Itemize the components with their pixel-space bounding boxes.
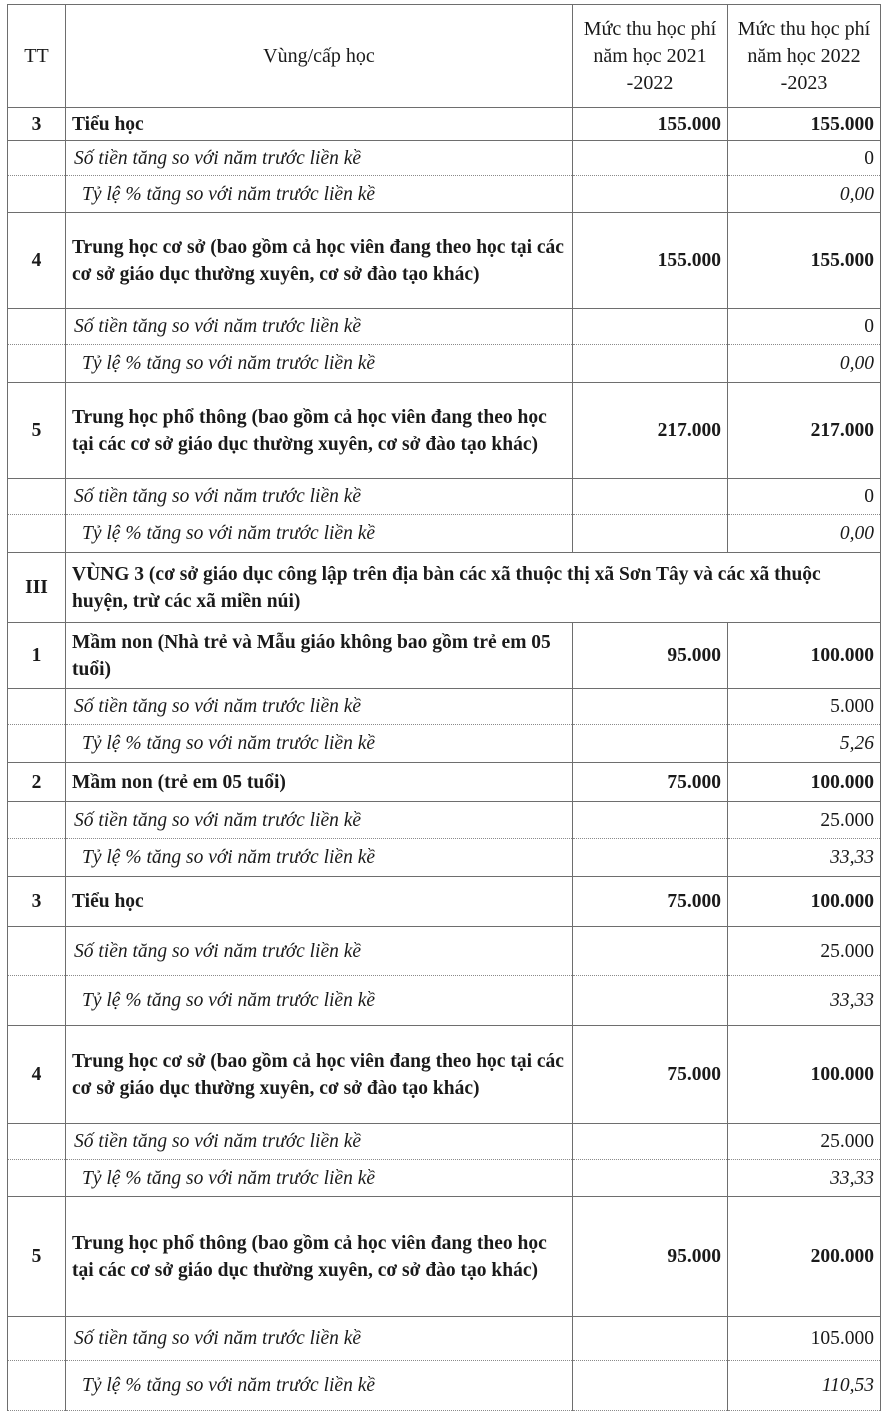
table-row xyxy=(8,877,881,927)
table-row xyxy=(8,725,881,763)
increase-percent-value: 110,53 xyxy=(728,1361,881,1411)
increase-amount-label: Số tiền tăng so với năm trước liền kề xyxy=(66,479,573,515)
row-level: Trung học phổ thông (bao gồm cả học viên đang theo học tại các cơ sở giáo dục thường xuyên, cơ sở đào tạo khác) xyxy=(66,1197,573,1317)
increase-amount-value: 105.000 xyxy=(728,1317,881,1361)
increase-percent-label: Tỷ lệ % tăng so với năm trước liền kề xyxy=(66,976,573,1026)
table-row xyxy=(8,763,881,802)
table-row xyxy=(8,1124,881,1160)
table-row xyxy=(8,141,881,176)
fee-2021-2022: 75.000 xyxy=(573,1026,728,1124)
row-level: Trung học cơ sở (bao gồm cả học viên đang theo học tại các cơ sở giáo dục thường xuyên, cơ sở đào tạo khác) xyxy=(66,213,573,309)
table-row xyxy=(8,108,881,141)
increase-amount-label: Số tiền tăng so với năm trước liền kề xyxy=(66,1317,573,1361)
row-tt: 5 xyxy=(8,1197,66,1317)
increase-amount-label: Số tiền tăng so với năm trước liền kề xyxy=(66,802,573,839)
increase-amount-value: 5.000 xyxy=(728,689,881,725)
increase-percent-label: Tỷ lệ % tăng so với năm trước liền kề xyxy=(66,725,573,763)
fee-2022-2023: 100.000 xyxy=(728,623,881,689)
row-level: Tiểu học xyxy=(66,108,573,141)
row-tt: 1 xyxy=(8,623,66,689)
row-tt: 3 xyxy=(8,877,66,927)
increase-amount-label: Số tiền tăng so với năm trước liền kề xyxy=(66,141,573,176)
tuition-fee-table xyxy=(7,4,881,1411)
fee-2022-2023: 100.000 xyxy=(728,877,881,927)
increase-percent-label: Tỷ lệ % tăng so với năm trước liền kề xyxy=(66,1361,573,1411)
table-row xyxy=(8,623,881,689)
increase-amount-value: 0 xyxy=(728,479,881,515)
increase-amount-label: Số tiền tăng so với năm trước liền kề xyxy=(66,927,573,976)
fee-2021-2022: 155.000 xyxy=(573,108,728,141)
fee-2021-2022: 95.000 xyxy=(573,623,728,689)
table-row xyxy=(8,1317,881,1361)
row-level: Trung học phổ thông (bao gồm cả học viên đang theo học tại các cơ sở giáo dục thường xuyên, cơ sở đào tạo khác) xyxy=(66,383,573,479)
fee-2021-2022: 95.000 xyxy=(573,1197,728,1317)
row-level: Mầm non (Nhà trẻ và Mẫu giáo không bao gồm trẻ em 05 tuổi) xyxy=(66,623,573,689)
table-row xyxy=(8,802,881,839)
increase-amount-value: 25.000 xyxy=(728,802,881,839)
table-row xyxy=(8,1160,881,1197)
increase-percent-value: 33,33 xyxy=(728,839,881,877)
increase-amount-value: 25.000 xyxy=(728,927,881,976)
table-row xyxy=(8,479,881,515)
row-tt: 4 xyxy=(8,213,66,309)
increase-amount-value: 0 xyxy=(728,309,881,345)
fee-2021-2022: 75.000 xyxy=(573,763,728,802)
fee-2022-2023: 217.000 xyxy=(728,383,881,479)
fee-2021-2022: 75.000 xyxy=(573,877,728,927)
increase-percent-value: 5,26 xyxy=(728,725,881,763)
increase-amount-value: 25.000 xyxy=(728,1124,881,1160)
row-level: Mầm non (trẻ em 05 tuổi) xyxy=(66,763,573,802)
table-row xyxy=(8,1026,881,1124)
fee-2021-2022: 217.000 xyxy=(573,383,728,479)
table-header-row xyxy=(8,5,881,108)
row-tt: 2 xyxy=(8,763,66,802)
table-row xyxy=(8,976,881,1026)
increase-percent-value: 0,00 xyxy=(728,345,881,383)
increase-percent-value: 33,33 xyxy=(728,976,881,1026)
table-row xyxy=(8,213,881,309)
increase-percent-value: 33,33 xyxy=(728,1160,881,1197)
header-year-2021-2022: Mức thu học phí năm học 2021 -2022 xyxy=(573,5,728,108)
fee-2022-2023: 155.000 xyxy=(728,213,881,309)
table-row xyxy=(8,927,881,976)
header-year-2022-2023: Mức thu học phí năm học 2022 -2023 xyxy=(728,5,881,108)
row-tt: 4 xyxy=(8,1026,66,1124)
row-level: Trung học cơ sở (bao gồm cả học viên đang theo học tại các cơ sở giáo dục thường xuyên, cơ sở đào tạo khác) xyxy=(66,1026,573,1124)
row-tt: 5 xyxy=(8,383,66,479)
table-row xyxy=(8,309,881,345)
table-row xyxy=(8,1197,881,1317)
increase-amount-label: Số tiền tăng so với năm trước liền kề xyxy=(66,1124,573,1160)
fee-2022-2023: 100.000 xyxy=(728,763,881,802)
increase-percent-value: 0,00 xyxy=(728,176,881,213)
row-level: Tiểu học xyxy=(66,877,573,927)
increase-amount-label: Số tiền tăng so với năm trước liền kề xyxy=(66,689,573,725)
increase-percent-label: Tỷ lệ % tăng so với năm trước liền kề xyxy=(66,176,573,213)
fee-2022-2023: 100.000 xyxy=(728,1026,881,1124)
table-row xyxy=(8,839,881,877)
table-row xyxy=(8,689,881,725)
table-row xyxy=(8,176,881,213)
increase-percent-label: Tỷ lệ % tăng so với năm trước liền kề xyxy=(66,1160,573,1197)
increase-percent-label: Tỷ lệ % tăng so với năm trước liền kề xyxy=(66,839,573,877)
fee-2022-2023: 200.000 xyxy=(728,1197,881,1317)
increase-percent-label: Tỷ lệ % tăng so với năm trước liền kề xyxy=(66,515,573,553)
row-tt: 3 xyxy=(8,108,66,141)
region-tt: III xyxy=(8,553,66,623)
fee-2022-2023: 155.000 xyxy=(728,108,881,141)
table-row xyxy=(8,383,881,479)
table-row xyxy=(8,515,881,553)
header-tt: TT xyxy=(8,5,66,108)
region-title: VÙNG 3 (cơ sở giáo dục công lập trên địa bàn các xã thuộc thị xã Sơn Tây và các xã thuộc huyện, trừ các xã miền núi) xyxy=(66,553,881,623)
increase-amount-label: Số tiền tăng so với năm trước liền kề xyxy=(66,309,573,345)
increase-percent-label: Tỷ lệ % tăng so với năm trước liền kề xyxy=(66,345,573,383)
table-row xyxy=(8,345,881,383)
region-row xyxy=(8,553,881,623)
increase-percent-value: 0,00 xyxy=(728,515,881,553)
header-level: Vùng/cấp học xyxy=(66,5,573,108)
increase-amount-value: 0 xyxy=(728,141,881,176)
table-row xyxy=(8,1361,881,1411)
fee-2021-2022: 155.000 xyxy=(573,213,728,309)
